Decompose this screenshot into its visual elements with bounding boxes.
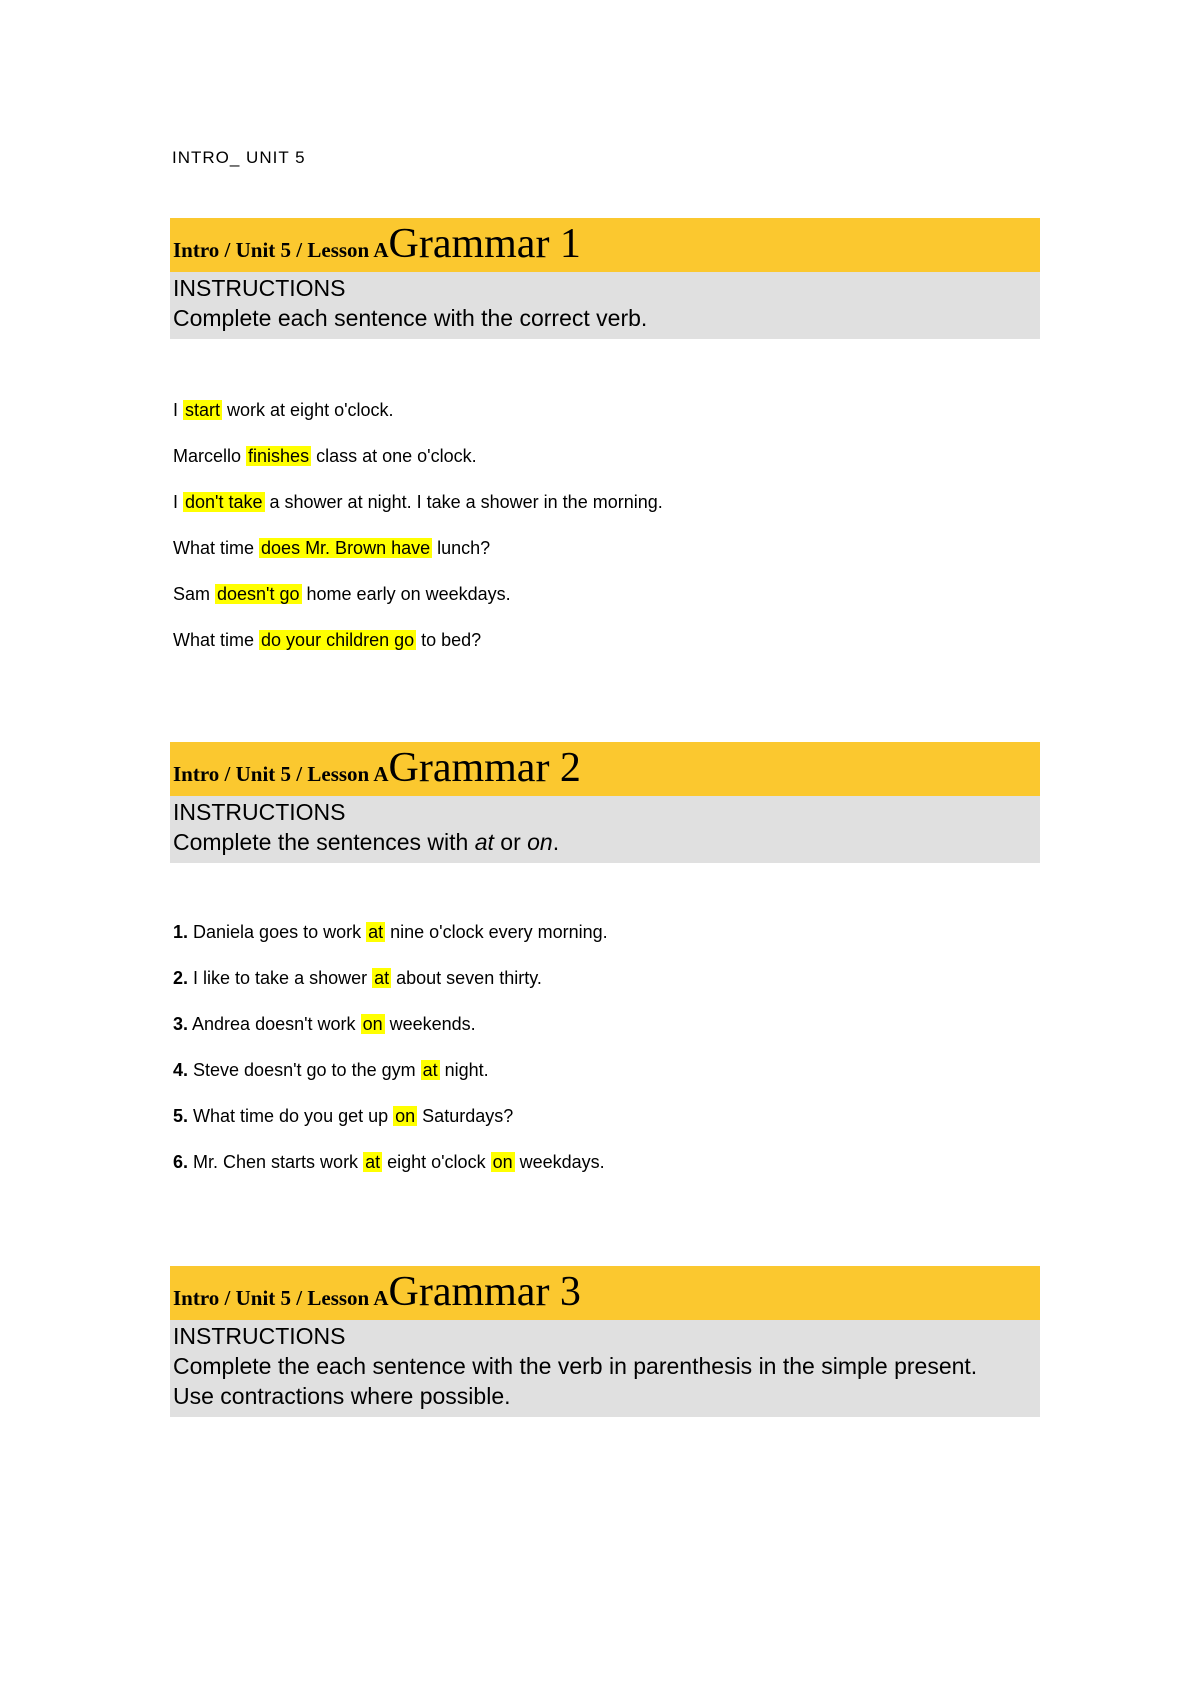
answer-highlight: at [368, 922, 384, 942]
exercise-item: 6. Mr. Chen starts work at eight o'clock on weekdays. [173, 1152, 605, 1172]
answer-highlight: on [395, 1106, 416, 1126]
exercise-item: 3. Andrea doesn't work on weekends. [173, 1014, 476, 1034]
instructions-text: Use contractions where possible. [173, 1383, 511, 1409]
exercise-item: Sam doesn't go home early on weekdays. [173, 584, 511, 604]
exercise-item: 2. I like to take a shower at about seven thirty. [173, 968, 542, 988]
answer-highlight: at [374, 968, 390, 988]
instructions-label: INSTRUCTIONS [173, 275, 346, 301]
instructions-box [170, 1320, 1040, 1417]
exercise-item: 5. What time do you get up on Saturdays? [173, 1106, 514, 1126]
section-path: Intro / Unit 5 / Lesson AGrammar 3 [173, 1269, 581, 1315]
item-number: 6. [173, 1152, 189, 1172]
grammar-1-section [170, 218, 1040, 339]
answer-highlight: at [422, 1060, 438, 1080]
answer-highlight: don't take [185, 492, 263, 512]
section-title: Grammar 3 [388, 1269, 581, 1315]
answer-highlight: do your children go [261, 630, 415, 650]
item-number: 2. [173, 968, 189, 988]
instructions-label: INSTRUCTIONS [173, 1323, 346, 1349]
instructions-text: Complete the sentences with at or on. [173, 829, 560, 855]
section-header [170, 742, 1040, 796]
section-header [170, 1266, 1040, 1320]
item-number: 1. [173, 922, 189, 942]
section-title: Grammar 1 [388, 221, 581, 267]
exercise-item: 4. Steve doesn't go to the gym at night. [173, 1060, 489, 1080]
item-number: 4. [173, 1060, 189, 1080]
exercise-item: What time does Mr. Brown have lunch? [173, 538, 491, 558]
answer-highlight: on [362, 1014, 383, 1034]
exercise-item: I start work at eight o'clock. [173, 400, 394, 420]
answer-highlight: finishes [248, 446, 310, 466]
answer-highlight: at [365, 1152, 381, 1172]
grammar-3-section [170, 1266, 1040, 1417]
page-heading: INTRO_ UNIT 5 [172, 148, 306, 167]
grammar-2-section [170, 742, 1040, 863]
answer-highlight: on [492, 1152, 513, 1172]
exercise-item: Marcello finishes class at one o'clock. [173, 446, 477, 466]
answer-highlight: does Mr. Brown have [261, 538, 431, 558]
answer-highlight: start [185, 400, 221, 420]
instructions-label: INSTRUCTIONS [173, 799, 346, 825]
grammar-1-exercises [173, 398, 1043, 674]
exercise-item: 1. Daniela goes to work at nine o'clock every morning. [173, 922, 608, 942]
item-number: 3. [173, 1014, 189, 1034]
exercise-item: What time do your children go to bed? [173, 630, 482, 650]
exercise-item: I don't take a shower at night. I take a shower in the morning. [173, 492, 663, 512]
instructions-box [170, 796, 1040, 863]
section-header [170, 218, 1040, 272]
instructions-text: Complete each sentence with the correct verb. [173, 305, 648, 331]
answer-highlight: doesn't go [217, 584, 300, 604]
section-title: Grammar 2 [388, 745, 581, 791]
item-number: 5. [173, 1106, 189, 1126]
instructions-box [170, 272, 1040, 339]
grammar-2-exercises [173, 920, 1043, 1196]
instructions-text: Complete the each sentence with the verb in parenthesis in the simple present. [173, 1353, 978, 1379]
section-path: Intro / Unit 5 / Lesson AGrammar 1 [173, 221, 581, 267]
section-path: Intro / Unit 5 / Lesson AGrammar 2 [173, 745, 581, 791]
